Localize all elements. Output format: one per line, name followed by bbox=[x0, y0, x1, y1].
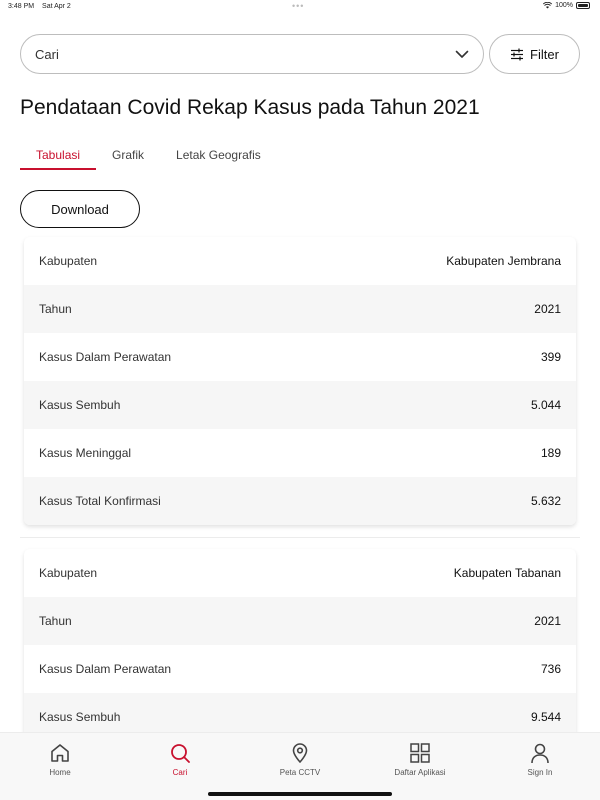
sliders-icon bbox=[510, 48, 524, 61]
nav-sign-in-label: Sign In bbox=[527, 768, 553, 777]
nav-peta-cctv[interactable] bbox=[240, 733, 360, 800]
row-value: 189 bbox=[540, 446, 561, 460]
multitask-dots-icon: ••• bbox=[292, 1, 305, 11]
row-value: 5.044 bbox=[530, 398, 561, 412]
tab-letak-geografis[interactable]: Letak Geografis bbox=[176, 148, 261, 162]
row-label: Tahun bbox=[39, 302, 72, 316]
nav-cari[interactable] bbox=[120, 733, 240, 800]
tab-grafik[interactable]: Grafik bbox=[112, 148, 145, 162]
row-label: Kasus Dalam Perawatan bbox=[39, 350, 172, 364]
row-label: Kasus Sembuh bbox=[39, 710, 121, 724]
table-row bbox=[24, 597, 576, 645]
filter-label: Filter bbox=[530, 46, 559, 62]
home-indicator bbox=[208, 792, 392, 796]
nav-peta-cctv-label: Peta CCTV bbox=[279, 768, 321, 777]
search-input[interactable] bbox=[20, 34, 484, 74]
table-row bbox=[24, 645, 576, 693]
download-button[interactable]: Download bbox=[20, 190, 140, 228]
status-date: Sat Apr 2 bbox=[42, 3, 71, 10]
row-value: 736 bbox=[540, 662, 561, 676]
search-placeholder: Cari bbox=[35, 46, 59, 62]
table-row bbox=[24, 549, 576, 597]
table-row bbox=[24, 285, 576, 333]
nav-cari-label: Cari bbox=[172, 768, 188, 777]
table-row bbox=[24, 477, 576, 525]
row-label: Tahun bbox=[39, 614, 72, 628]
row-value: 2021 bbox=[534, 614, 561, 628]
data-card-tabanan bbox=[24, 549, 576, 741]
nav-home-label: Home bbox=[49, 768, 71, 777]
nav-daftar-aplikasi-label: Daftar Aplikasi bbox=[394, 768, 446, 777]
chevron-down-icon[interactable] bbox=[455, 50, 469, 59]
wifi-icon bbox=[543, 2, 552, 9]
tab-tabulasi[interactable]: Tabulasi bbox=[20, 146, 96, 170]
row-label: Kabupaten bbox=[39, 254, 98, 268]
search-icon bbox=[169, 742, 191, 764]
map-pin-icon bbox=[289, 742, 311, 764]
battery-percent: 100% bbox=[555, 2, 573, 9]
row-value: 2021 bbox=[534, 302, 561, 316]
row-label: Kasus Meninggal bbox=[39, 446, 132, 460]
row-label: Kasus Sembuh bbox=[39, 398, 121, 412]
row-label: Kasus Dalam Perawatan bbox=[39, 662, 172, 676]
page-title: Pendataan Covid Rekap Kasus pada Tahun 2021 bbox=[20, 96, 480, 119]
user-icon bbox=[529, 742, 551, 764]
row-value: Kabupaten Tabanan bbox=[453, 566, 561, 580]
divider bbox=[20, 537, 580, 538]
row-value: 399 bbox=[540, 350, 561, 364]
status-time: 3:48 PM bbox=[8, 3, 35, 10]
grid-icon bbox=[409, 742, 431, 764]
nav-home[interactable] bbox=[0, 733, 120, 800]
filter-button[interactable] bbox=[489, 34, 580, 74]
table-row bbox=[24, 381, 576, 429]
table-row bbox=[24, 237, 576, 285]
status-bar bbox=[0, 0, 600, 14]
home-icon bbox=[49, 742, 71, 764]
nav-daftar-aplikasi[interactable] bbox=[360, 733, 480, 800]
row-label: Kasus Total Konfirmasi bbox=[39, 494, 161, 508]
tab-bar bbox=[20, 146, 277, 170]
row-value: 5.632 bbox=[530, 494, 561, 508]
table-row bbox=[24, 333, 576, 381]
table-row bbox=[24, 429, 576, 477]
nav-sign-in[interactable] bbox=[480, 733, 600, 800]
bottom-nav bbox=[0, 732, 600, 800]
row-value: 9.544 bbox=[530, 710, 561, 724]
data-card-jembrana bbox=[24, 237, 576, 525]
row-label: Kabupaten bbox=[39, 566, 98, 580]
battery-icon bbox=[576, 2, 590, 9]
row-value: Kabupaten Jembrana bbox=[446, 254, 561, 268]
